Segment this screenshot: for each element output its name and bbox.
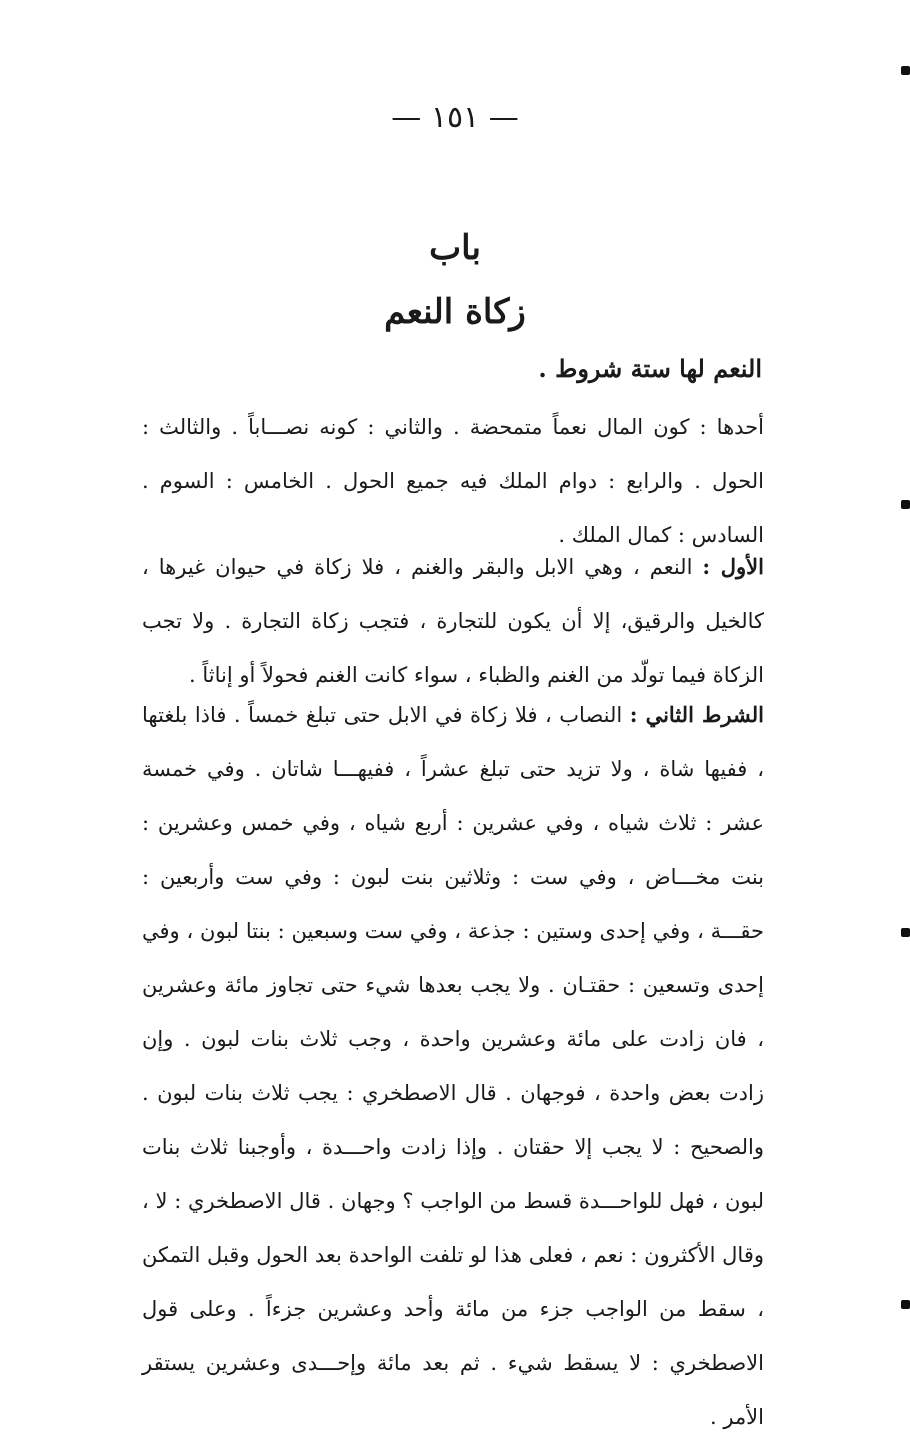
paragraph-conditions-text: أحدها : كون المال نعماً متمحضة . والثاني : كونه نصـــاباً . والثالث : الحول . والرابع : دوام الملك فيه جميع الحول . الخامس : السوم . السادس : كمال الملك . [142,415,764,547]
margin-mark [901,1300,910,1309]
margin-mark [901,500,910,509]
chapter-title: زكاة النعم [384,292,526,332]
paragraph-second-condition [142,688,764,1444]
paragraph-first-text [142,540,764,702]
paragraph-second-text [142,688,764,1444]
paragraph-first-body: النعم ، وهي الابل والبقر والغنم ، فلا زكاة في حيوان غيرها ، كالخيل والرقيق، إلا أن يكون للتجارة ، فتجب زكاة التجارة . ولا تجب الزكاة فيما تولّد من الغنم والظباء ، سواء كانت الغنم فحولاً أو إناثاً . [142,555,764,687]
margin-mark [901,66,910,75]
paragraph-conditions [142,400,764,562]
paragraph-first-condition [142,540,764,702]
margin-mark [901,928,910,937]
paragraph-second-lead: الشرط الثاني : [629,702,764,727]
intro-heading: النعم لها ستة شروط . [538,354,762,383]
page-number: — ١٥١ — [391,100,519,135]
paragraph-first-lead: الأول : [702,554,764,579]
chapter-label: باب [429,228,481,268]
paragraph-second-body: النصاب ، فلا زكاة في الابل حتى تبلغ خمساً . فاذا بلغتها ، ففيها شاة ، ولا تزيد حتى تبلغ عشراً ، ففيهـــا شاتان . وفي خمسة عشر : ثلاث شياه ، وفي عشرين : أربع شياه ، وفي خمس وعشرين : بنت مخـــاض ، وفي ست : وثلاثين بنت لبون : وفي ست وأربعين : حقـــة ، وفي إحدى وستين : جذعة ، وفي ست وسبعين : بنتا لبون ، وفي إحدى وتسعين : حقتـان . ولا يجب بعدها شيء حتى تجاوز مائة وعشرين ، فان زادت على مائة وعشرين واحدة ، وجب ثلاث بنات لبون . وإن زادت بعض واحدة ، فوجهان . قال الاصطخري : يجب ثلاث بنات لبون . والصحيح : لا يجب إلا حقتان . وإذا زادت واحـــدة ، وأوجبنا ثلاث بنات لبون ، فهل للواحـــدة قسط من الواجب ؟ وجهان . قال الاصطخري : لا ، وقال الأكثرون : نعم ، فعلى هذا لو تلفت الواحدة بعد الحول وقبل التمكن ، سقط من الواجب جزء من مائة وأحد وعشرين جزءاً . وعلى قول الاصطخري : لا يسقط شيء . ثم بعد مائة وإحـــدى وعشرين يستقر الأمر . [142,703,764,1429]
